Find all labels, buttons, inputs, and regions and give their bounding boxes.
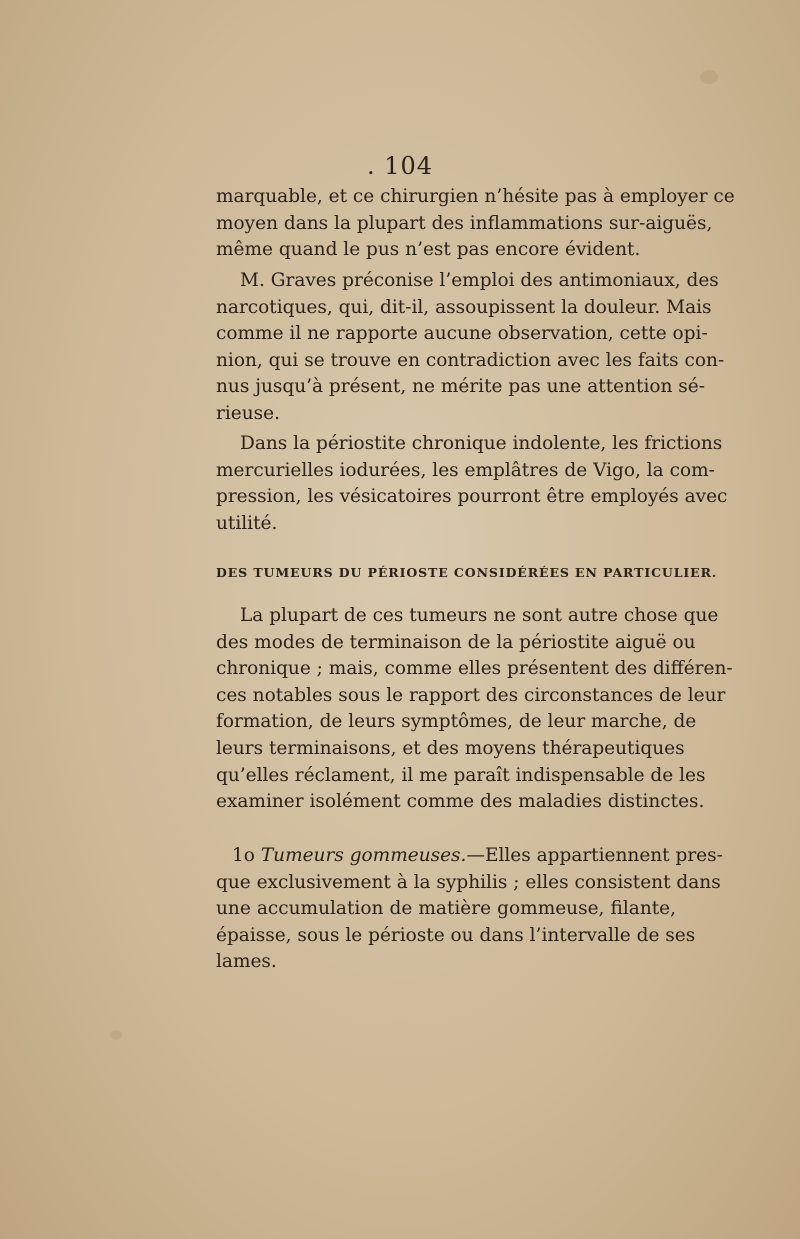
text-line-first [216, 843, 723, 870]
text-line: moyen dans la plupart des inflammations sur-aiguës, [216, 212, 713, 234]
text-line: La plupart de ces tumeurs ne sont autre chose que [240, 605, 719, 626]
text-line: ces notables sous le rapport des circonstances de leur [216, 684, 726, 706]
text-line: pression, les vésicatoires pourront être employés avec [216, 486, 728, 508]
text-line: comme il ne rapporte aucune observation, cette opi- [216, 323, 708, 345]
text-line: qu’elles réclament, il me paraît indispensable de les [216, 764, 706, 786]
text-line: rieuse. [216, 402, 280, 424]
paper-stain [700, 70, 718, 84]
text-line: même quand le pus n’est pas encore évident. [216, 239, 641, 261]
list-number: 1o [232, 845, 255, 866]
text-line: épaisse, sous le périoste ou dans l’intervalle de ses [216, 924, 696, 946]
text-line: des modes de terminaison de la périostite aiguë ou [216, 631, 696, 653]
text-line: que exclusivement à la syphilis ; elles consistent dans [216, 871, 721, 893]
paper-stain [110, 1030, 122, 1040]
text-line: formation, de leurs symptômes, de leur marche, de [216, 711, 697, 733]
paragraph-periostite-chronique [216, 431, 728, 537]
text-line: utilité. [216, 512, 278, 534]
text-line: Dans la périostite chronique indolente, les frictions [240, 433, 723, 454]
text-line: M. Graves préconise l’emploi des antimoniaux, des [240, 270, 719, 291]
paragraph-continuation [216, 184, 735, 264]
text-segment: —Elles appartiennent pres- [466, 845, 723, 866]
text-line: nion, qui se trouve en contradiction avec les faits con- [216, 349, 725, 371]
page-number: . 104 [366, 152, 434, 180]
paragraph-tumeurs-gommeuses [216, 843, 723, 976]
section-heading: DES TUMEURS DU PÉRIOSTE CONSIDÉRÉES EN PARTICULIER. [216, 565, 718, 580]
paragraph-tumeurs [216, 603, 733, 816]
text-line: chronique ; mais, comme elles présentent des différen- [216, 658, 733, 680]
text-line: leurs terminaisons, et des moyens thérapeutiques [216, 737, 685, 759]
subsection-title: Tumeurs gommeuses. [260, 845, 467, 866]
text-line: lames. [216, 951, 277, 973]
paragraph-graves [216, 268, 725, 428]
text-line: examiner isolément comme des maladies distinctes. [216, 791, 705, 813]
text-line: mercurielles iodurées, les emplâtres de Vigo, la com- [216, 459, 715, 481]
text-line: narcotiques, qui, dit-il, assoupissent la douleur. Mais [216, 296, 712, 318]
text-line: marquable, et ce chirurgien n’hésite pas à employer ce [216, 186, 735, 207]
text-line: une accumulation de matière gommeuse, filante, [216, 898, 676, 920]
text-line: nus jusqu’à présent, ne mérite pas une attention sé- [216, 376, 705, 398]
